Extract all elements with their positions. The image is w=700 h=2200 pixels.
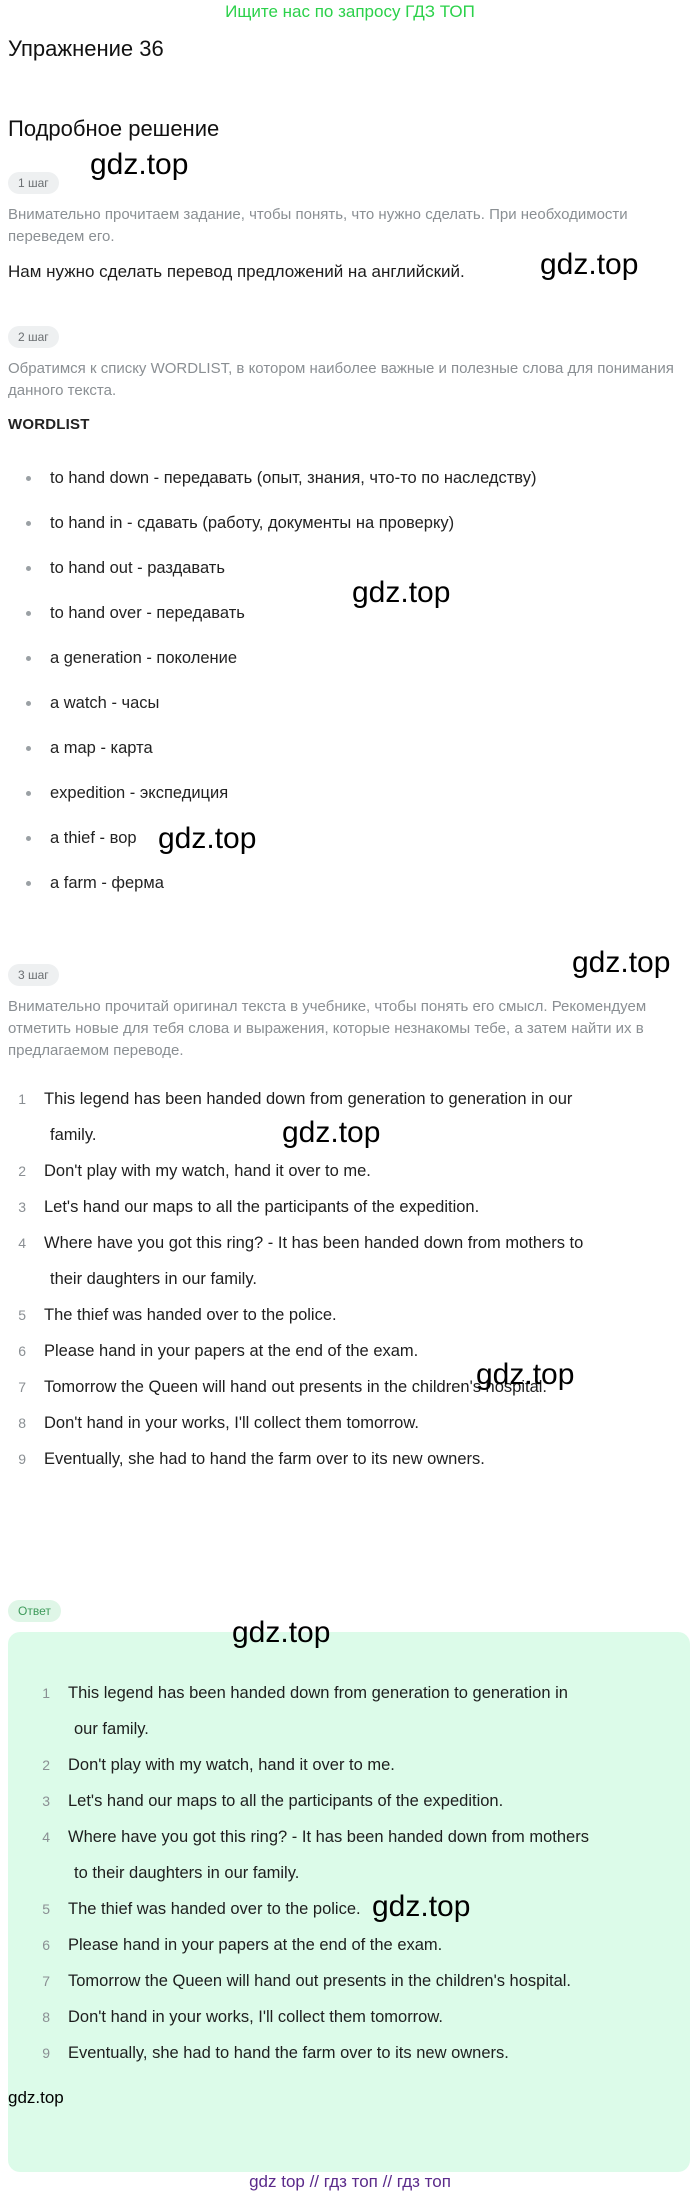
- list-item: a farm - ферма: [26, 872, 666, 917]
- watermark: gdz.top: [372, 1890, 471, 1923]
- sentence-item: 2 Don't play with my watch, hand it over to me.: [18, 1162, 371, 1180]
- bullet-icon: [26, 791, 31, 796]
- answer-sentence-item: 7 Tomorrow the Queen will hand out presents in the children's hospital.: [42, 1972, 572, 1990]
- sentence-item: 7 Tomorrow the Queen will hand out presents in the children's hospital.: [18, 1378, 548, 1396]
- sentence-item: 1 This legend has been handed down from generation to generation in our family.: [18, 1090, 573, 1144]
- answer-sentence-item: 4 Where have you got this ring? - It has been handed down from mothers to their daughters in our family.: [42, 1828, 589, 1882]
- step-badge-3: 3 шаг: [8, 964, 59, 986]
- list-item: to hand in - сдавать (работу, документы на проверку): [26, 512, 666, 557]
- sentence-item: 4 Where have you got this ring? - It has been handed down from mothers to their daughters in our family.: [18, 1234, 584, 1288]
- watermark: gdz.top: [352, 576, 451, 609]
- answer-sentence-item: 6 Please hand in your papers at the end of the exam.: [42, 1936, 443, 1954]
- footer-links[interactable]: gdz top // гдз топ // гдз топ: [249, 2172, 451, 2191]
- answer-sentence-item: 3 Let's hand our maps to all the participants of the expedition.: [42, 1792, 504, 1810]
- step-2-note: Обратимся к списку WORDLIST, в котором наиболее важные и полезные слова для понимания данного текста.: [8, 360, 674, 399]
- step-1-note: Внимательно прочитаем задание, чтобы понять, что нужно сделать. При необходимости переведем его.: [8, 206, 628, 245]
- wordlist-heading: WORDLIST: [8, 416, 90, 433]
- answer-sentence-item: 2 Don't play with my watch, hand it over to me.: [42, 1756, 395, 1774]
- promo-banner[interactable]: Ищите нас по запросу ГДЗ ТОП: [225, 2, 475, 21]
- step-badge-2: 2 шаг: [8, 326, 59, 348]
- section-title: Подробное решение: [8, 116, 220, 141]
- sentence-item: 9 Eventually, she had to hand the farm over to its new owners.: [18, 1450, 485, 1468]
- watermark: gdz.top: [90, 148, 189, 181]
- answer-sentence-item: 1 This legend has been handed down from generation to generation in our family.: [42, 1684, 568, 1738]
- wordlist: [26, 467, 666, 917]
- watermark: gdz.top: [540, 248, 639, 281]
- watermark: gdz.top: [476, 1358, 575, 1391]
- sentence-item: 5 The thief was handed over to the police.: [18, 1306, 337, 1324]
- list-item: to hand out - раздавать: [26, 557, 666, 602]
- step-3-note: Внимательно прочитай оригинал текста в учебнике, чтобы понять его смысл. Рекомендуем отметить новые для тебя слова и выражения, которые незнакомы тебе, а затем найти их в предлагаемом переводе.: [8, 998, 647, 1059]
- answer-sentence-item: 8 Don't hand in your works, I'll collect them tomorrow.: [42, 2008, 443, 2026]
- sentence-item: 3 Let's hand our maps to all the participants of the expedition.: [18, 1198, 480, 1216]
- list-item: to hand down - передавать (опыт, знания, что-то по наследству): [26, 467, 666, 512]
- watermark: gdz.top: [158, 822, 257, 855]
- list-item: a thief - вор: [26, 827, 666, 872]
- bullet-icon: [26, 701, 31, 706]
- list-item: expedition - экспедиция: [26, 782, 666, 827]
- bullet-icon: [26, 746, 31, 751]
- watermark: gdz.top: [282, 1116, 381, 1149]
- bullet-icon: [26, 521, 31, 526]
- page-title: Упражнение 36: [8, 36, 164, 61]
- answer-sentence-item: 5 The thief was handed over to the police.: [42, 1900, 361, 1918]
- answer-badge: Ответ: [8, 1600, 61, 1622]
- list-item: a watch - часы: [26, 692, 666, 737]
- sentence-item: 6 Please hand in your papers at the end of the exam.: [18, 1342, 419, 1360]
- bullet-icon: [26, 836, 31, 841]
- bullet-icon: [26, 566, 31, 571]
- step-1-text: Нам нужно сделать перевод предложений на английский.: [8, 262, 465, 281]
- list-item: a generation - поколение: [26, 647, 666, 692]
- step-badge-1: 1 шаг: [8, 172, 59, 194]
- bullet-icon: [26, 881, 31, 886]
- bullet-icon: [26, 476, 31, 481]
- answer-sentence-item: 9 Eventually, she had to hand the farm over to its new owners.: [42, 2044, 509, 2062]
- sentence-item: 8 Don't hand in your works, I'll collect them tomorrow.: [18, 1414, 419, 1432]
- answer-sentence-list: [32, 1675, 672, 2071]
- watermark: gdz.top: [8, 2088, 64, 2107]
- list-item: to hand over - передавать: [26, 602, 666, 647]
- bullet-icon: [26, 611, 31, 616]
- watermark: gdz.top: [232, 1616, 331, 1649]
- watermark: gdz.top: [572, 946, 671, 979]
- bullet-icon: [26, 656, 31, 661]
- list-item: a map - карта: [26, 737, 666, 782]
